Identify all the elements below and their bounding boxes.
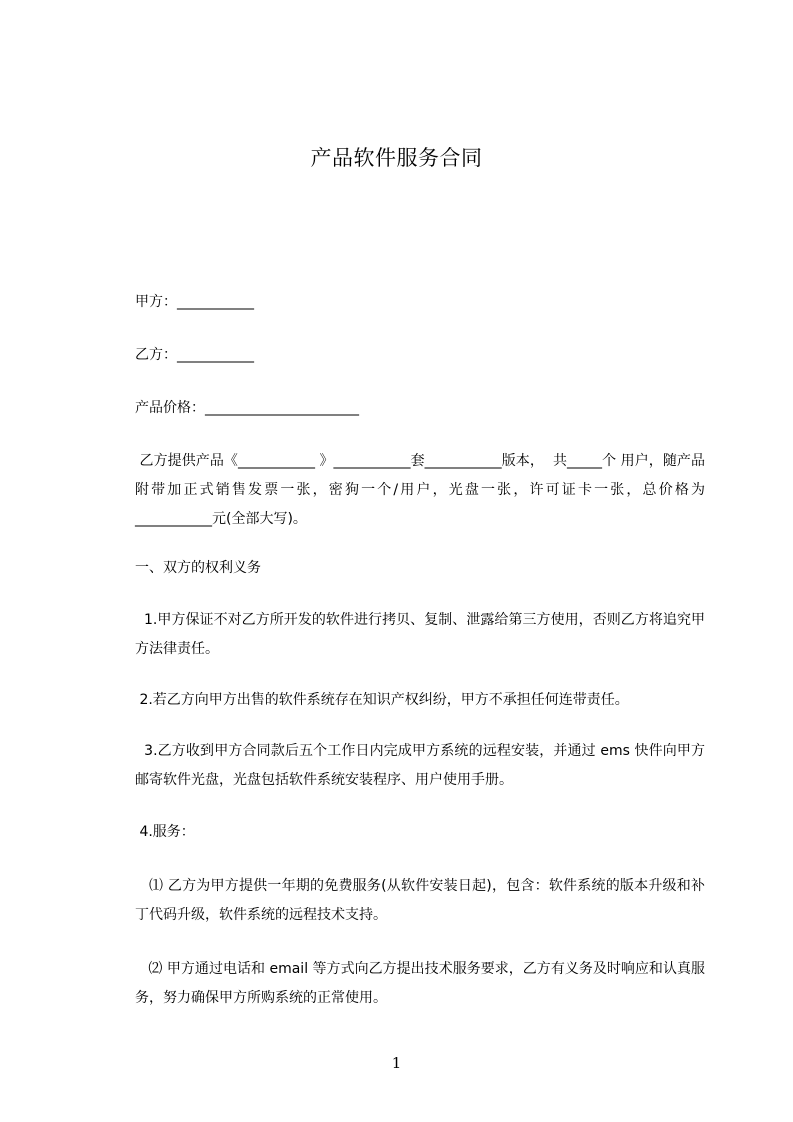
section-heading-rights: 一、双方的权利义务 bbox=[135, 560, 261, 576]
party-a-line: 甲方：___________ bbox=[135, 294, 254, 310]
clause-4-heading: 4.服务： bbox=[135, 824, 195, 840]
page-number: 1 bbox=[391, 1054, 402, 1072]
service-item-2: ⑵ 甲方通过电话和 email 等方式向乙方提出技术服务要求，乙方有义务及时响应和认真服务，努力确保甲方所购系统的正常使用。 bbox=[135, 961, 705, 1006]
intro-paragraph: 乙方提供产品《___________ 》___________套___________版本， 共_____个 用户，随产品附带加正式销售发票一张，密狗一个/用户，光盘一张，许可证卡一张，总价格为___________元(全部大写)。 bbox=[135, 453, 705, 527]
clause-2: 2.若乙方向甲方出售的软件系统存在知识产权纠纷，甲方不承担任何连带责任。 bbox=[135, 692, 629, 708]
service-item-1: ⑴ 乙方为甲方提供一年期的免费服务(从软件安装日起)，包含：软件系统的版本升级和补丁代码升级，软件系统的远程技术支持。 bbox=[135, 878, 705, 923]
clause-1: 1.甲方保证不对乙方所开发的软件进行拷贝、复制、泄露给第三方使用，否则乙方将追究甲方法律责任。 bbox=[135, 612, 706, 657]
price-line: 产品价格：______________________ bbox=[135, 400, 359, 416]
clause-3: 3.乙方收到甲方合同款后五个工作日内完成甲方系统的远程安装，并通过 ems 快件向甲方邮寄软件光盘，光盘包括软件系统安装程序、用户使用手册。 bbox=[135, 743, 705, 788]
document-title: 产品软件服务合同 bbox=[310, 146, 483, 170]
party-b-line: 乙方：___________ bbox=[135, 347, 254, 363]
